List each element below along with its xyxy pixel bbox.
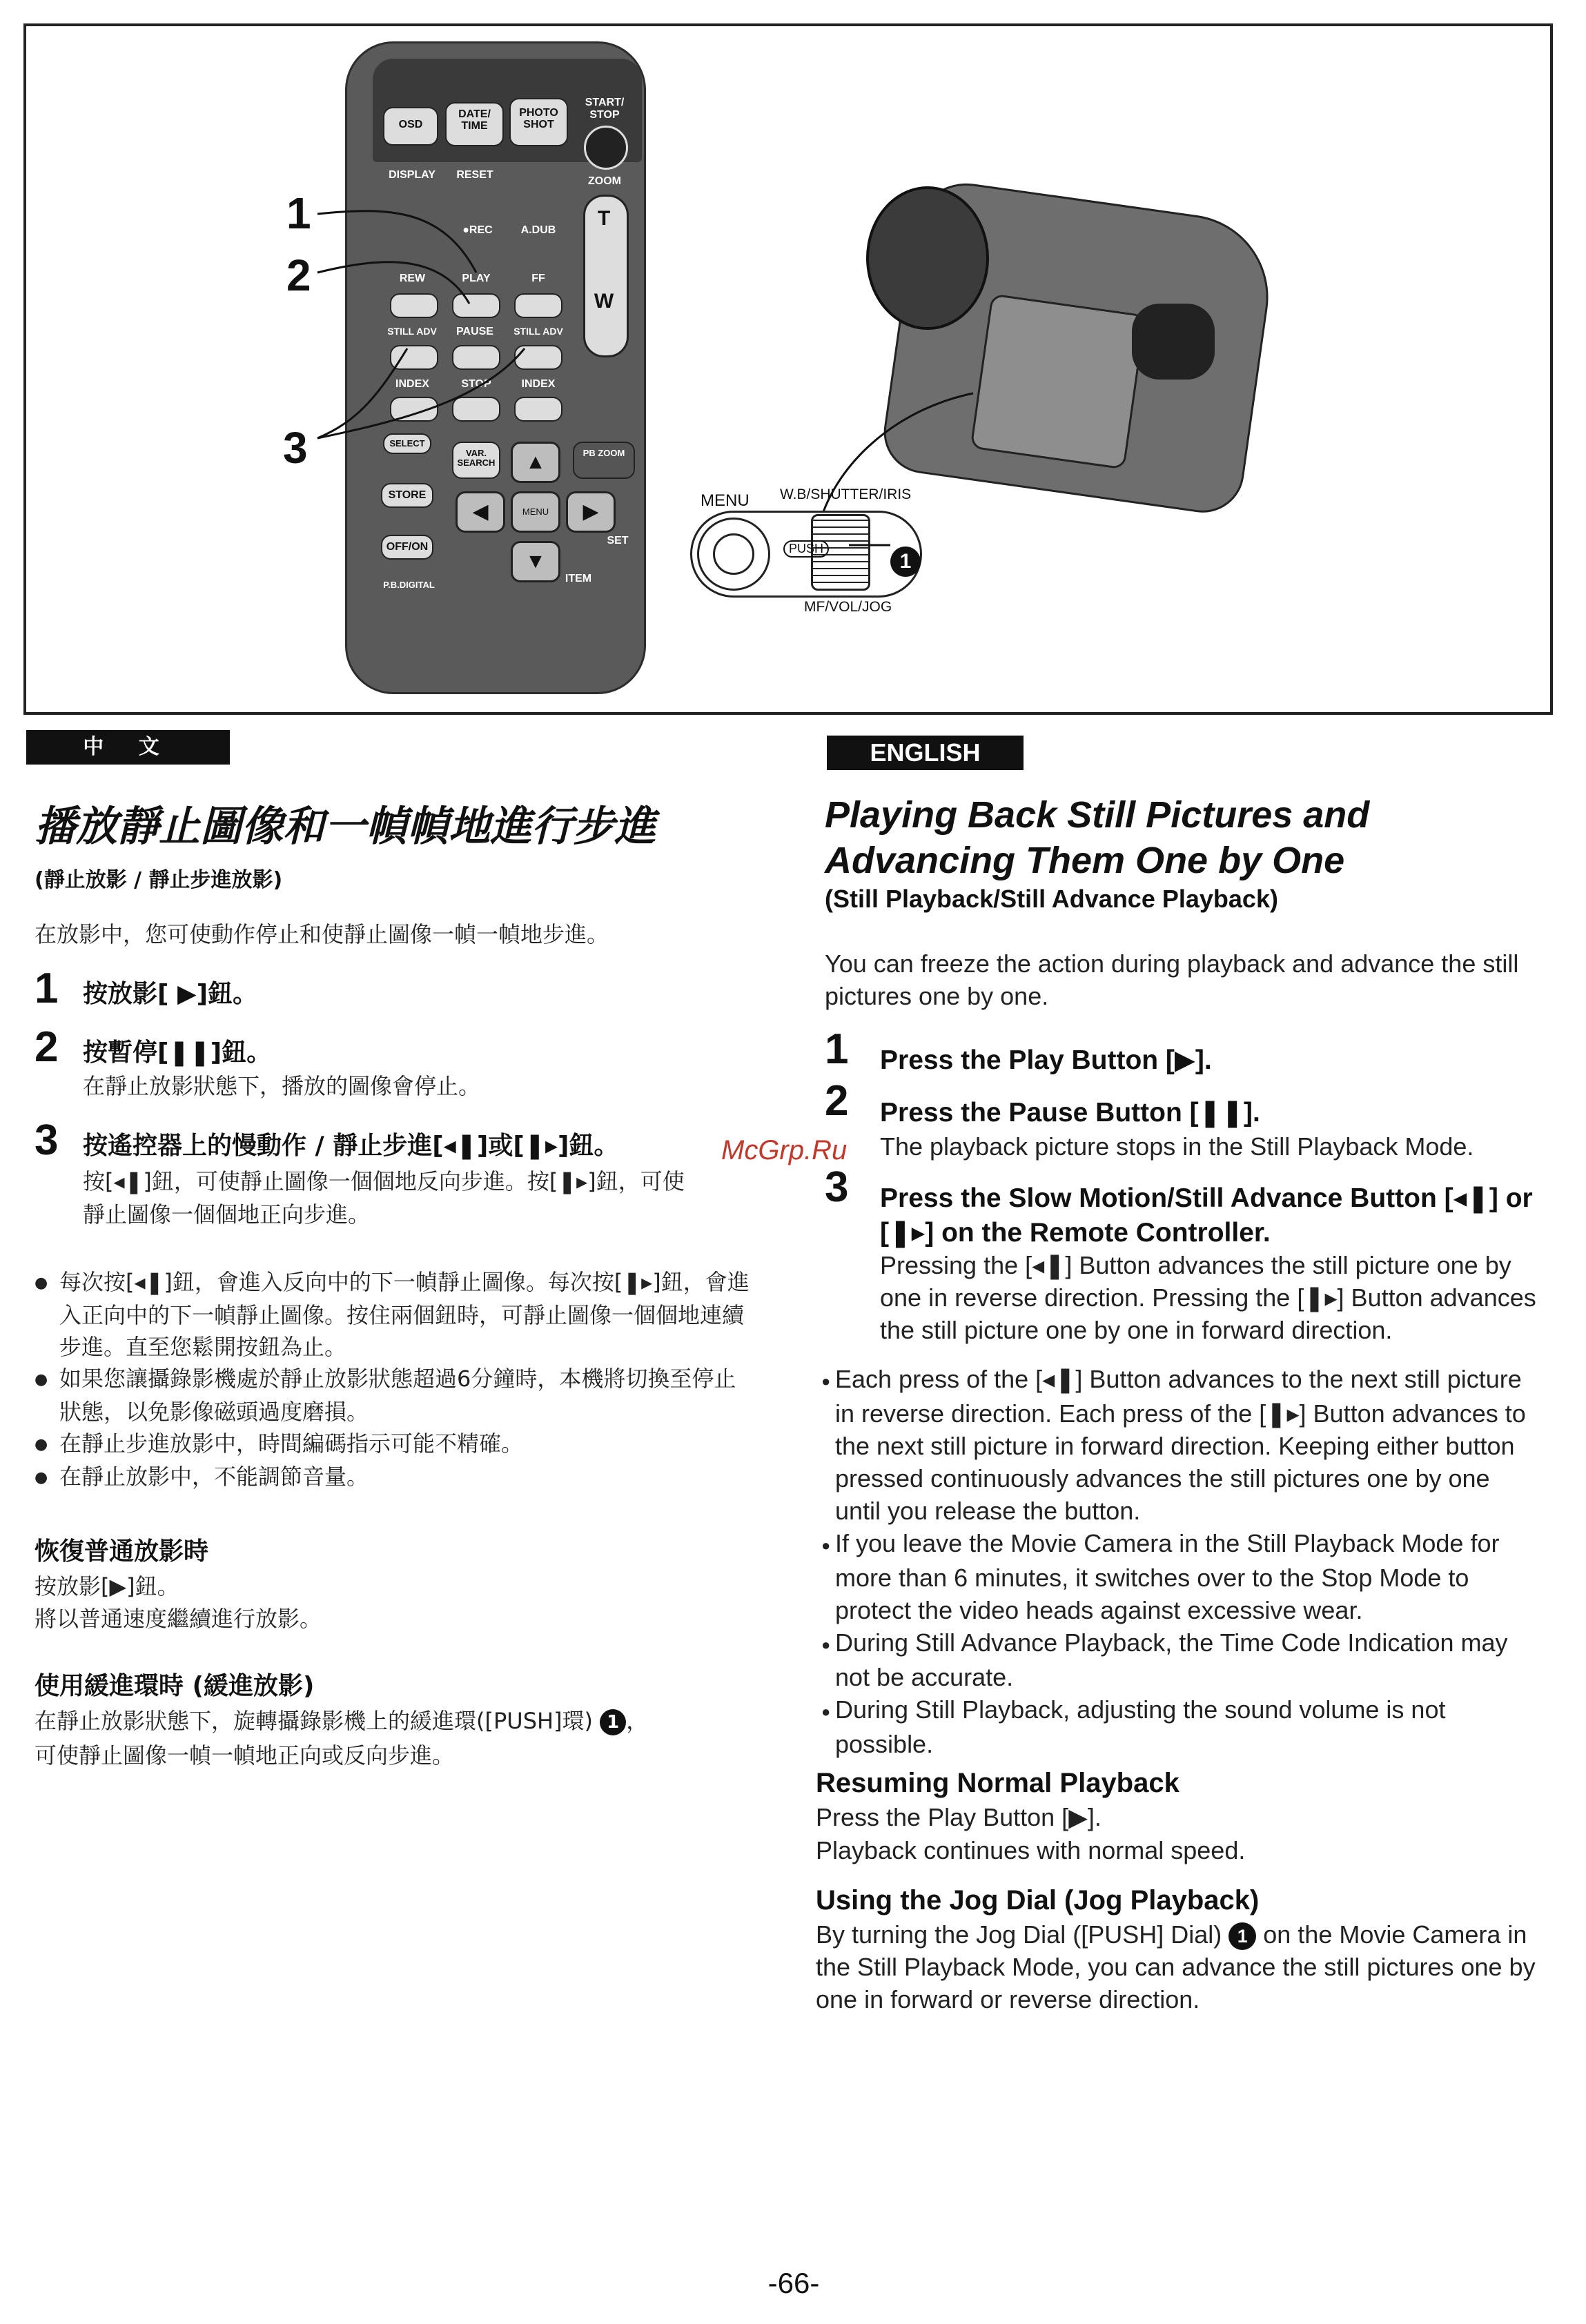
dpad-menu-button: MENU [511, 491, 560, 533]
english-step-3-text: Press the Slow Motion/Still Advance Button [◂❚] or [❚▸] on the Remote Controller. [880, 1183, 1533, 1248]
english-intro: You can freeze the action during playback and advance the still pictures one by one. [825, 949, 1519, 1010]
remote-osd-button: OSD [383, 107, 438, 146]
chinese-resume-line-1: 按放影[▶]鈕。 [35, 1573, 179, 1599]
callout-3: 3 [283, 423, 308, 473]
chinese-jog-line-1 [35, 1704, 766, 1737]
watermark: McGrp.Ru [721, 1135, 848, 1165]
callout-leader-lines [304, 193, 566, 455]
chinese-note-item: ● 每次按[◂❚]鈕，會進入反向中的下一幀靜止圖像。每次按[❚▸]鈕，會進入正向中的下一幀靜止圖像。按住兩個鈕時，可靜止圖像一個個地連續步進。直至您鬆開按鈕為止。 [35, 1266, 752, 1363]
remote-ff-label: FF [531, 273, 545, 284]
english-step-2-text: Press the Pause Button [❚❚]. [880, 1098, 1260, 1127]
chinese-notes-list [35, 1266, 752, 1494]
remote-stop-label: STOP [461, 378, 491, 390]
english-language-banner: ENGLISH [827, 736, 1024, 770]
english-note-item: ● During Still Playback, adjusting the sound volume is not possible. [821, 1693, 1529, 1760]
dpad-left-icon: ◀ [456, 491, 505, 533]
chinese-step-1-text: 按放影[ ▶]鈕。 [83, 980, 258, 1008]
start-stop-button-icon [584, 126, 628, 170]
english-subtitle: (Still Playback/Still Advance Playback) [825, 885, 1278, 913]
remote-pb-digital-label: P.B.DIGITAL [383, 580, 435, 590]
chinese-jog-callout: 1 [600, 1709, 626, 1735]
chinese-step-3-text: 按遙控器上的慢動作 / 靜止步進[◂❚]或[❚▸]鈕。 [83, 1132, 619, 1160]
illustration-frame [23, 23, 1553, 715]
chinese-step-2-number: 2 [35, 1023, 59, 1071]
chinese-resume-line-2: 將以普通速度繼續進行放影。 [35, 1606, 322, 1632]
remote-reset-label: RESET [456, 169, 493, 181]
remote-var-search-button: VAR. SEARCH [452, 442, 500, 479]
remote-off-on-button: OFF/ON [381, 535, 433, 560]
chinese-jog-line-1-end: ， [626, 1708, 649, 1734]
english-note-item: ● If you leave the Movie Camera in the Still Playback Mode for more than 6 minutes, it switches over to the Stop Mode to protect the video heads against excessive wear. [821, 1527, 1529, 1626]
remote-pause-label: PAUSE [456, 326, 493, 337]
chinese-jog-line-1-text: 在靜止放影狀態下，旋轉攝錄影機上的緩進環([PUSH]環) [35, 1708, 594, 1734]
menu-label: MENU [701, 491, 750, 510]
push-label: PUSH [783, 540, 829, 558]
callout-1: 1 [286, 188, 311, 238]
remote-item-label: ITEM [565, 573, 592, 584]
remote-start-stop-label: START/ STOP [585, 97, 625, 121]
remote-zoom-label: ZOOM [588, 175, 621, 187]
chinese-step-1-number: 1 [35, 965, 59, 1012]
remote-store-button: STORE [381, 483, 433, 508]
english-step-2-number: 2 [825, 1077, 849, 1125]
english-title-line-1: Playing Back Still Pictures and [825, 794, 1370, 836]
chinese-jog-line-2: 可使靜止圖像一幀一幀地正向或反向步進。 [35, 1742, 455, 1769]
chinese-step-3-detail-1: 按[◂❚]鈕，可使靜止圖像一個個地反向步進。按[❚▸]鈕，可使 [83, 1168, 685, 1194]
remote-adub-label: A.DUB [520, 224, 556, 236]
chinese-intro: 在放影中，您可使動作停止和使靜止圖像一幀一幀地步進。 [35, 921, 609, 947]
english-notes-list [821, 1363, 1529, 1760]
english-step-2-detail: The playback picture stops in the Still Playback Mode. [880, 1132, 1474, 1161]
jog-callout-line [849, 531, 897, 559]
chinese-note-item: ● 如果您讓攝錄影機處於靜止放影狀態超過6分鐘時，本機將切換至停止狀態，以免影像磁頭過度磨損。 [35, 1363, 752, 1428]
jog-callout-number: 1 [890, 546, 921, 577]
english-step-1-number: 1 [825, 1025, 849, 1073]
remote-index-back-label: INDEX [395, 378, 429, 390]
english-step-3-detail: Pressing the [◂❚] Button advances the still picture one by one in reverse direction. Pressing the [❚▸] Button advances the still picture one by one in forward direction. [880, 1251, 1536, 1344]
english-title [825, 792, 1556, 883]
english-resume-line-2: Playback continues with normal speed. [816, 1836, 1246, 1864]
camera-viewfinder-illustration [1132, 304, 1215, 380]
english-step-3-number: 3 [825, 1163, 849, 1211]
remote-date-time-button: DATE/ TIME [445, 102, 504, 146]
english-jog-text-pre: By turning the Jog Dial ([PUSH] Dial) [816, 1920, 1222, 1949]
remote-pb-zoom-button: PB ZOOM [573, 442, 635, 479]
english-resume-line-1: Press the Play Button [▶]. [816, 1803, 1102, 1831]
english-note-item: ● During Still Advance Playback, the Time Code Indication may not be accurate. [821, 1626, 1529, 1693]
menu-button-inner-icon [713, 533, 754, 575]
chinese-step-3-detail-2: 靜止圖像一個個地正向步進。 [83, 1201, 371, 1228]
remote-still-adv-fwd-label: STILL ADV [513, 326, 563, 337]
remote-still-adv-back-label: STILL ADV [387, 326, 437, 337]
english-jog-text-post: on the Movie Camera in the Still Playback Mode, you can advance the still pictures one by one in forward or reverse direction. [816, 1920, 1536, 2013]
english-jog-callout: 1 [1228, 1922, 1256, 1950]
camera-pointer-line [801, 386, 980, 524]
chinese-resume-heading: 恢復普通放影時 [35, 1537, 209, 1566]
chinese-note-item: ● 在靜止步進放影中，時間編碼指示可能不精確。 [35, 1428, 752, 1461]
english-jog-text [816, 1918, 1540, 2016]
zoom-w-label: W [594, 290, 614, 313]
chinese-jog-heading: 使用緩進環時 (緩進放影) [35, 1672, 315, 1700]
mf-vol-jog-label: MF/VOL/JOG [804, 599, 892, 615]
chinese-title: 播放靜止圖像和一幀幀地進行步進 [35, 802, 656, 851]
chinese-step-3-number: 3 [35, 1116, 59, 1164]
english-resume-heading: Resuming Normal Playback [816, 1768, 1179, 1798]
english-note-item: ● Each press of the [◂❚] Button advances to the next still picture in reverse direction. Each press of the [❚▸] Button advances to the next still picture in forward direction. Keeping either button pressed continuously advances the still pictures one by one until you release the button. [821, 1363, 1529, 1527]
chinese-step-2-text: 按暫停[❚❚]鈕。 [83, 1038, 272, 1067]
remote-set-label: SET [607, 535, 629, 546]
wb-shutter-iris-label: W.B/SHUTTER/IRIS [780, 486, 912, 502]
camera-lcd-illustration [970, 293, 1146, 469]
remote-select-button: SELECT [383, 433, 431, 454]
remote-rew-label: REW [399, 273, 426, 284]
dpad-right-icon: ▶ [566, 491, 616, 533]
english-step-1-text: Press the Play Button [▶]. [880, 1045, 1212, 1075]
english-title-line-2: Advancing Them One by One [825, 840, 1345, 881]
page-number: -66- [767, 2267, 820, 2299]
chinese-note-item: ● 在靜止放影中，不能調節音量。 [35, 1461, 752, 1494]
chinese-subtitle: (靜止放影 / 靜止步進放影) [35, 868, 283, 892]
remote-index-fwd-label: INDEX [521, 378, 556, 390]
remote-photo-shot-button: PHOTO SHOT [509, 98, 568, 146]
remote-display-label: DISPLAY [389, 169, 435, 181]
zoom-t-label: T [597, 207, 611, 230]
dpad-up-icon: ▲ [511, 442, 560, 483]
chinese-step-2-detail: 在靜止放影狀態下，播放的圖像會停止。 [83, 1073, 481, 1099]
english-jog-heading: Using the Jog Dial (Jog Playback) [816, 1885, 1260, 1916]
remote-play-label: PLAY [462, 273, 491, 284]
remote-rec-label: ●REC [462, 224, 493, 236]
dpad-down-icon: ▼ [511, 541, 560, 582]
camera-lens-illustration [866, 186, 989, 330]
chinese-language-banner: 中 文 [26, 730, 230, 765]
callout-2: 2 [286, 250, 311, 300]
